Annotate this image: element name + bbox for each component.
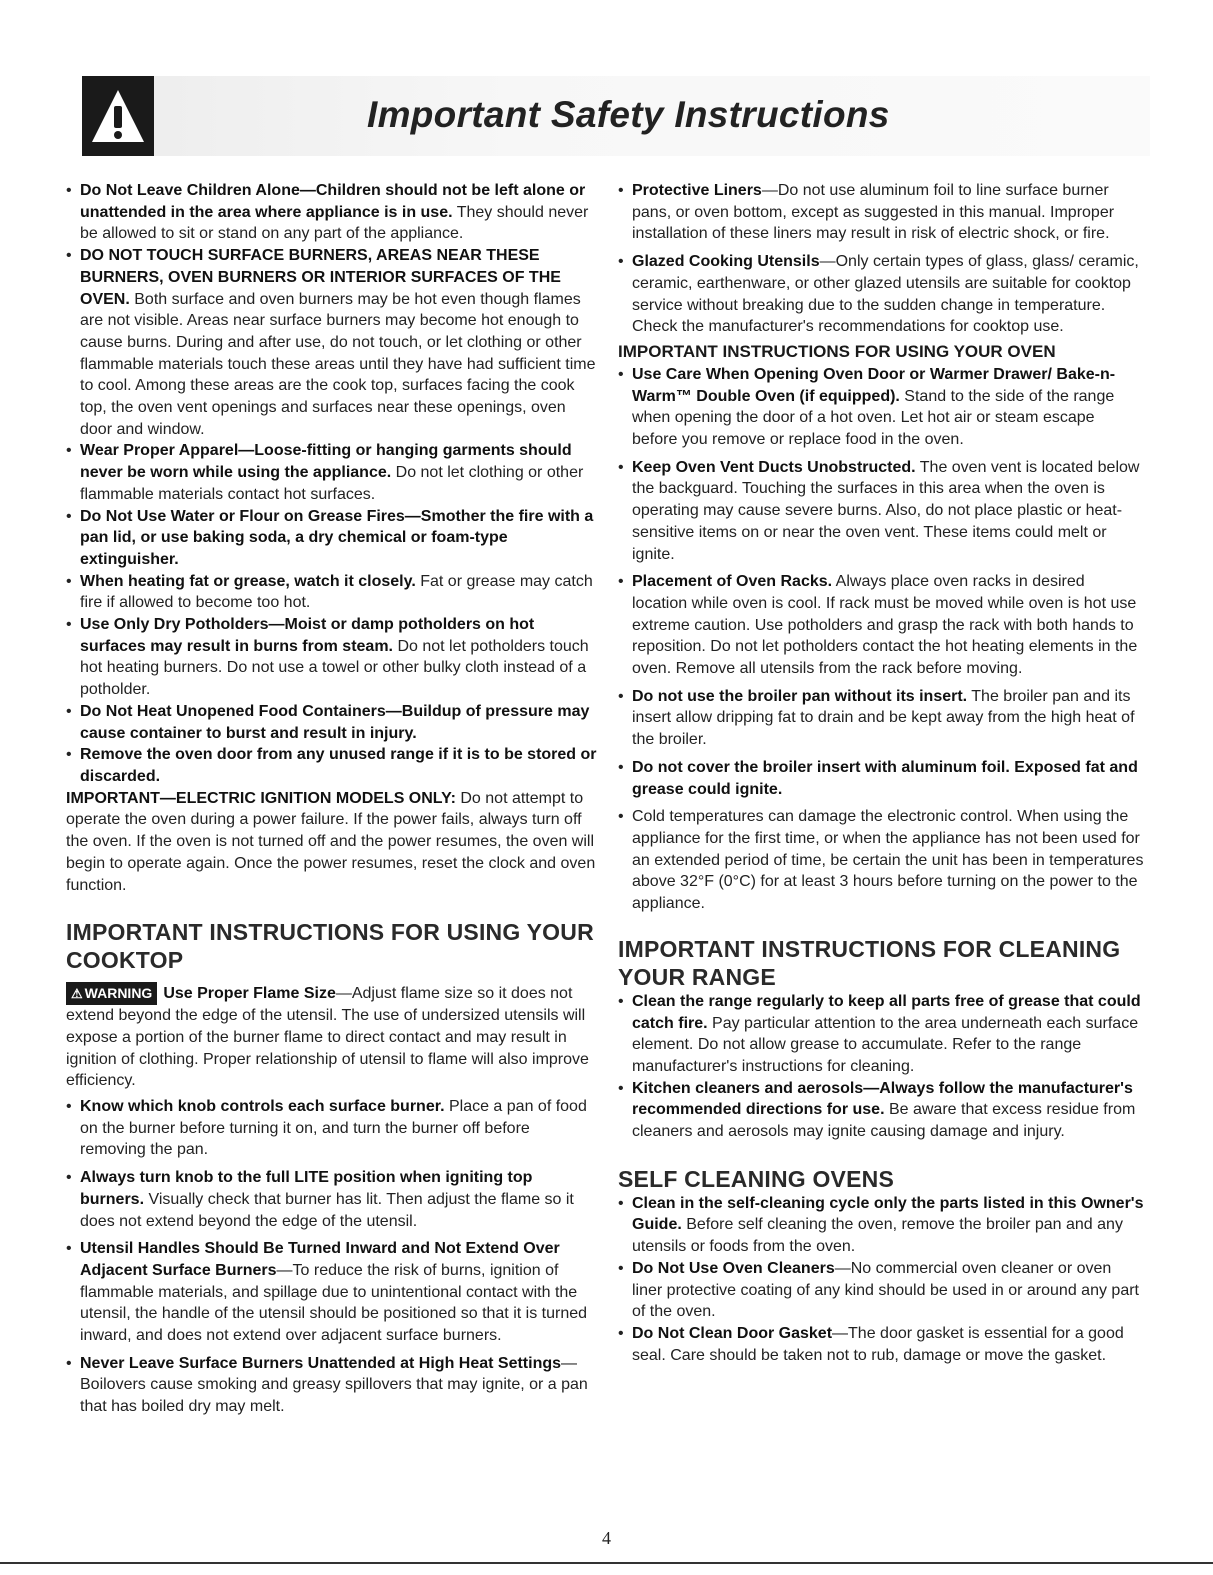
list-item	[66, 440, 598, 505]
list-item	[66, 744, 598, 787]
item-bold-text: Clean in the self-cleaning cycle only the parts listed in this Owner's Guide.	[632, 1194, 1144, 1234]
left-list-a	[66, 180, 598, 788]
item-bold-text: Do Not Clean Door Gasket	[632, 1324, 833, 1342]
cooktop-heading: IMPORTANT INSTRUCTIONS FOR USING YOUR COOKTOP	[66, 919, 594, 974]
right-list-a	[618, 180, 1144, 338]
warning-triangle-icon	[90, 86, 146, 146]
item-bold-text: Placement of Oven Racks.	[632, 573, 833, 591]
list-item	[618, 251, 1144, 338]
item-bold-text: Do Not Heat Unopened Food Containers—Buildup of pressure may cause container to burst and result in injury.	[80, 702, 590, 742]
item-text: Fat or grease may catch fire if allowed to become too hot.	[80, 572, 593, 612]
item-bold-text: Kitchen cleaners and aerosols—Always follow the manufacturer's recommended directions for use.	[632, 1079, 1133, 1119]
item-bold-text: Remove the oven door from any unused range if it is to be stored or discarded.	[80, 746, 597, 785]
list-item	[618, 1323, 1144, 1366]
list-item	[66, 1167, 598, 1232]
item-bold-text: Know which knob controls each surface burner.	[80, 1098, 445, 1116]
item-text: Visually check that burner has lit. Then adjust the flame so it does not extend beyond the edge of the utensil.	[80, 1190, 574, 1230]
item-text: —Boilovers cause smoking and greasy spillovers that may ignite, or a pan that has boiled dry may melt.	[80, 1354, 588, 1416]
cleaning-heading: IMPORTANT INSTRUCTIONS FOR CLEANING YOUR RANGE	[618, 935, 1121, 990]
item-bold-text: Clean the range regularly to keep all parts free of grease that could catch fire.	[632, 992, 1141, 1032]
item-text: Cold temperatures can damage the electronic control. When using the appliance for the first time, or when the appliance has not been used for an extended period of time, be certain the unit has been in temperatures above 32°F (0°C) for at least 3 hours before turning on the power to the appliance.	[632, 808, 1144, 913]
item-bold-text: When heating fat or grease, watch it closely.	[80, 572, 416, 590]
item-bold-text: Use Only Dry Potholders—Moist or damp potholders on hot surfaces may result in burns from steam.	[80, 616, 535, 655]
item-text: Place a pan of food on the burner before turning it on, and turn the burner off before removing the pan.	[80, 1098, 587, 1159]
item-bold-text: Do Not Use Water or Flour on Grease Fires—Smother the fire with a pan lid, or use baking soda, a dry chemical or foam-type extinguisher.	[80, 507, 594, 568]
list-item	[66, 1353, 598, 1418]
item-bold-text: Never Leave Surface Burners Unattended at High Heat Settings	[80, 1354, 562, 1372]
list-item	[618, 806, 1144, 915]
list-item	[66, 1238, 598, 1347]
item-text: —The door gasket is essential for a good seal. Care should be taken not to rub, damage or move the gasket.	[632, 1324, 1124, 1364]
item-text: Do not let potholders touch hot heating burners. Do not use a towel or other bulky cloth instead of a potholder.	[80, 637, 589, 699]
item-bold-text: Do not use the broiler pan without its insert.	[632, 687, 968, 705]
list-item	[66, 506, 598, 571]
list-item	[66, 571, 598, 614]
list-item	[618, 571, 1144, 680]
list-item	[618, 757, 1144, 800]
item-text: Stand to the side of the range when opening the door of a hot oven. Let hot air or steam escape before you remove or replace food in the oven.	[632, 387, 1115, 449]
item-bold-text: Glazed Cooking Utensils	[632, 253, 820, 271]
page-title: Important Safety Instructions	[367, 94, 890, 135]
electric-ignition-bold: IMPORTANT—ELECTRIC IGNITION MODELS ONLY:	[66, 789, 456, 807]
page-header	[82, 76, 1150, 156]
item-text: —Only certain types of glass, glass/ ceramic, ceramic, earthenware, or other glazed utensils are suitable for cooktop service without breaking due to the sudden change in temperature. Check the manufacturer's recommendations for cooktop use.	[632, 253, 1139, 336]
list-item	[66, 180, 598, 245]
list-item	[618, 1193, 1144, 1258]
item-bold-text: Protective Liners	[632, 182, 762, 199]
list-item	[618, 457, 1144, 566]
flame-size-bold: Use Proper Flame Size	[163, 985, 336, 1003]
self-cleaning-heading: SELF CLEANING OVENS	[618, 1165, 894, 1192]
item-text: —To reduce the risk of burns, ignition of flammable materials, and spillage due to unintentional contact with the utensil, the handle of the utensil should be positioned so that it is turned inward, and does not extend over adjacent surface burners.	[80, 1261, 588, 1345]
oven-heading: IMPORTANT INSTRUCTIONS FOR USING YOUR OVEN	[618, 341, 1056, 361]
left-list-b	[66, 1096, 598, 1418]
list-item	[618, 1078, 1144, 1143]
item-text: Be aware that excess residue from cleaners and aerosols may ignite causing damage and injury.	[632, 1101, 1136, 1141]
warning-badge: ⚠ WARNING	[66, 982, 157, 1005]
list-item	[618, 180, 1144, 245]
item-bold-text: DO NOT TOUCH SURFACE BURNERS, AREAS NEAR THESE BURNERS, OVEN BURNERS OR INTERIOR SURFACES OF THE OVEN.	[80, 247, 561, 308]
item-text: Both surface and oven burners may be hot even though flames are not visible. Areas near surface burners may become hot enough to cause burns. During and after use, do not touch, or let clothing or other flammable materials touch these areas until they have had sufficient time to cool. Among these areas are the cook top, surfaces facing the cook top, the oven vent openings and surfaces near these openings, oven door and window.	[80, 290, 596, 438]
list-item	[66, 245, 598, 440]
right-list-d	[618, 1193, 1144, 1367]
item-bold-text: Utensil Handles Should Be Turned Inward and Not Extend Over Adjacent Surface Burners	[80, 1240, 560, 1279]
item-text: Always place oven racks in desired location while oven is cool. If rack must be moved while oven is hot use extreme caution. Use potholders and grasp the rack with both hands to reposition. Do not let potholders contact the hot heating elements in the oven. Remove all utensils from the rack before moving.	[632, 573, 1138, 678]
item-text: Do not let clothing or other flammable materials contact hot surfaces.	[80, 464, 584, 503]
item-bold-text: Always turn knob to the full LITE position when igniting top burners.	[80, 1169, 533, 1208]
list-item	[618, 364, 1144, 451]
item-bold-text: Do not cover the broiler insert with aluminum foil. Exposed fat and grease could ignite.	[632, 758, 1138, 798]
list-item	[618, 991, 1144, 1078]
left-column	[66, 180, 598, 1418]
item-bold-text: Wear Proper Apparel—Loose-fitting or hanging garments should never be worn while using the appliance.	[80, 442, 572, 482]
item-text: Before self cleaning the oven, remove the broiler pan and any utensils or foods from the oven.	[632, 1216, 1123, 1256]
list-item	[66, 614, 598, 701]
flame-size-note	[66, 982, 598, 1092]
bottom-rule	[0, 1562, 1213, 1564]
item-text: —No commercial oven cleaner or oven liner protective coating of any kind should be used in or around any part of the oven.	[632, 1259, 1139, 1321]
electric-ignition-note	[66, 788, 598, 897]
right-list-c	[618, 991, 1144, 1143]
item-text: Pay particular attention to the area underneath each surface element. Do not allow grease to accumulate. Refer to the range manufacturer's instructions for cleaning.	[632, 1014, 1139, 1075]
electric-ignition-text: Do not attempt to operate the oven during a power failure. If the power fails, always turn off the oven. If the oven is not turned off and the power resumes, the oven will begin to operate again. Once the power resumes, reset the clock and oven function.	[66, 789, 596, 894]
item-bold-text: Do Not Leave Children Alone—Children should not be left alone or unattended in the area where appliance is in use.	[80, 182, 586, 221]
right-column	[618, 180, 1144, 1366]
flame-size-text: —Adjust flame size so it does not extend beyond the edge of the utensil. The use of undersized utensils will expose a portion of the burner flame to direct contact and may result in ignition of clothing. Proper relationship of utensil to flame will also improve efficiency.	[66, 985, 589, 1090]
item-text: The oven vent is located below the backguard. Touching the surfaces in this area when the oven is operating may cause severe burns. Also, do not place plastic or heat-sensitive items on or near the oven vent. These items could melt or ignite.	[632, 458, 1140, 563]
list-item	[618, 686, 1144, 751]
item-text: They should never be allowed to sit or stand on any part of the appliance.	[80, 203, 589, 243]
page-number: 4	[602, 1528, 611, 1548]
list-item	[66, 1096, 598, 1161]
item-bold-text: Use Care When Opening Oven Door or Warmer Drawer/ Bake-n-Warm™ Double Oven (if equipped).	[632, 365, 1116, 405]
list-item	[618, 1258, 1144, 1323]
item-bold-text: Keep Oven Vent Ducts Unobstructed.	[632, 458, 916, 476]
right-list-b	[618, 364, 1144, 915]
warning-box	[82, 76, 154, 156]
item-text: The broiler pan and its insert allow dripping fat to drain and be kept away from the high heat of the broiler.	[632, 687, 1135, 749]
item-text: —Do not use aluminum foil to line surface burner pans, or oven bottom, except as suggested in this manual. Improper installation of these liners may result in risk of electric shock, or fire.	[632, 182, 1115, 243]
list-item	[66, 701, 598, 744]
item-bold-text: Do Not Use Oven Cleaners	[632, 1259, 835, 1277]
warning-small-icon: ⚠	[71, 986, 83, 1002]
